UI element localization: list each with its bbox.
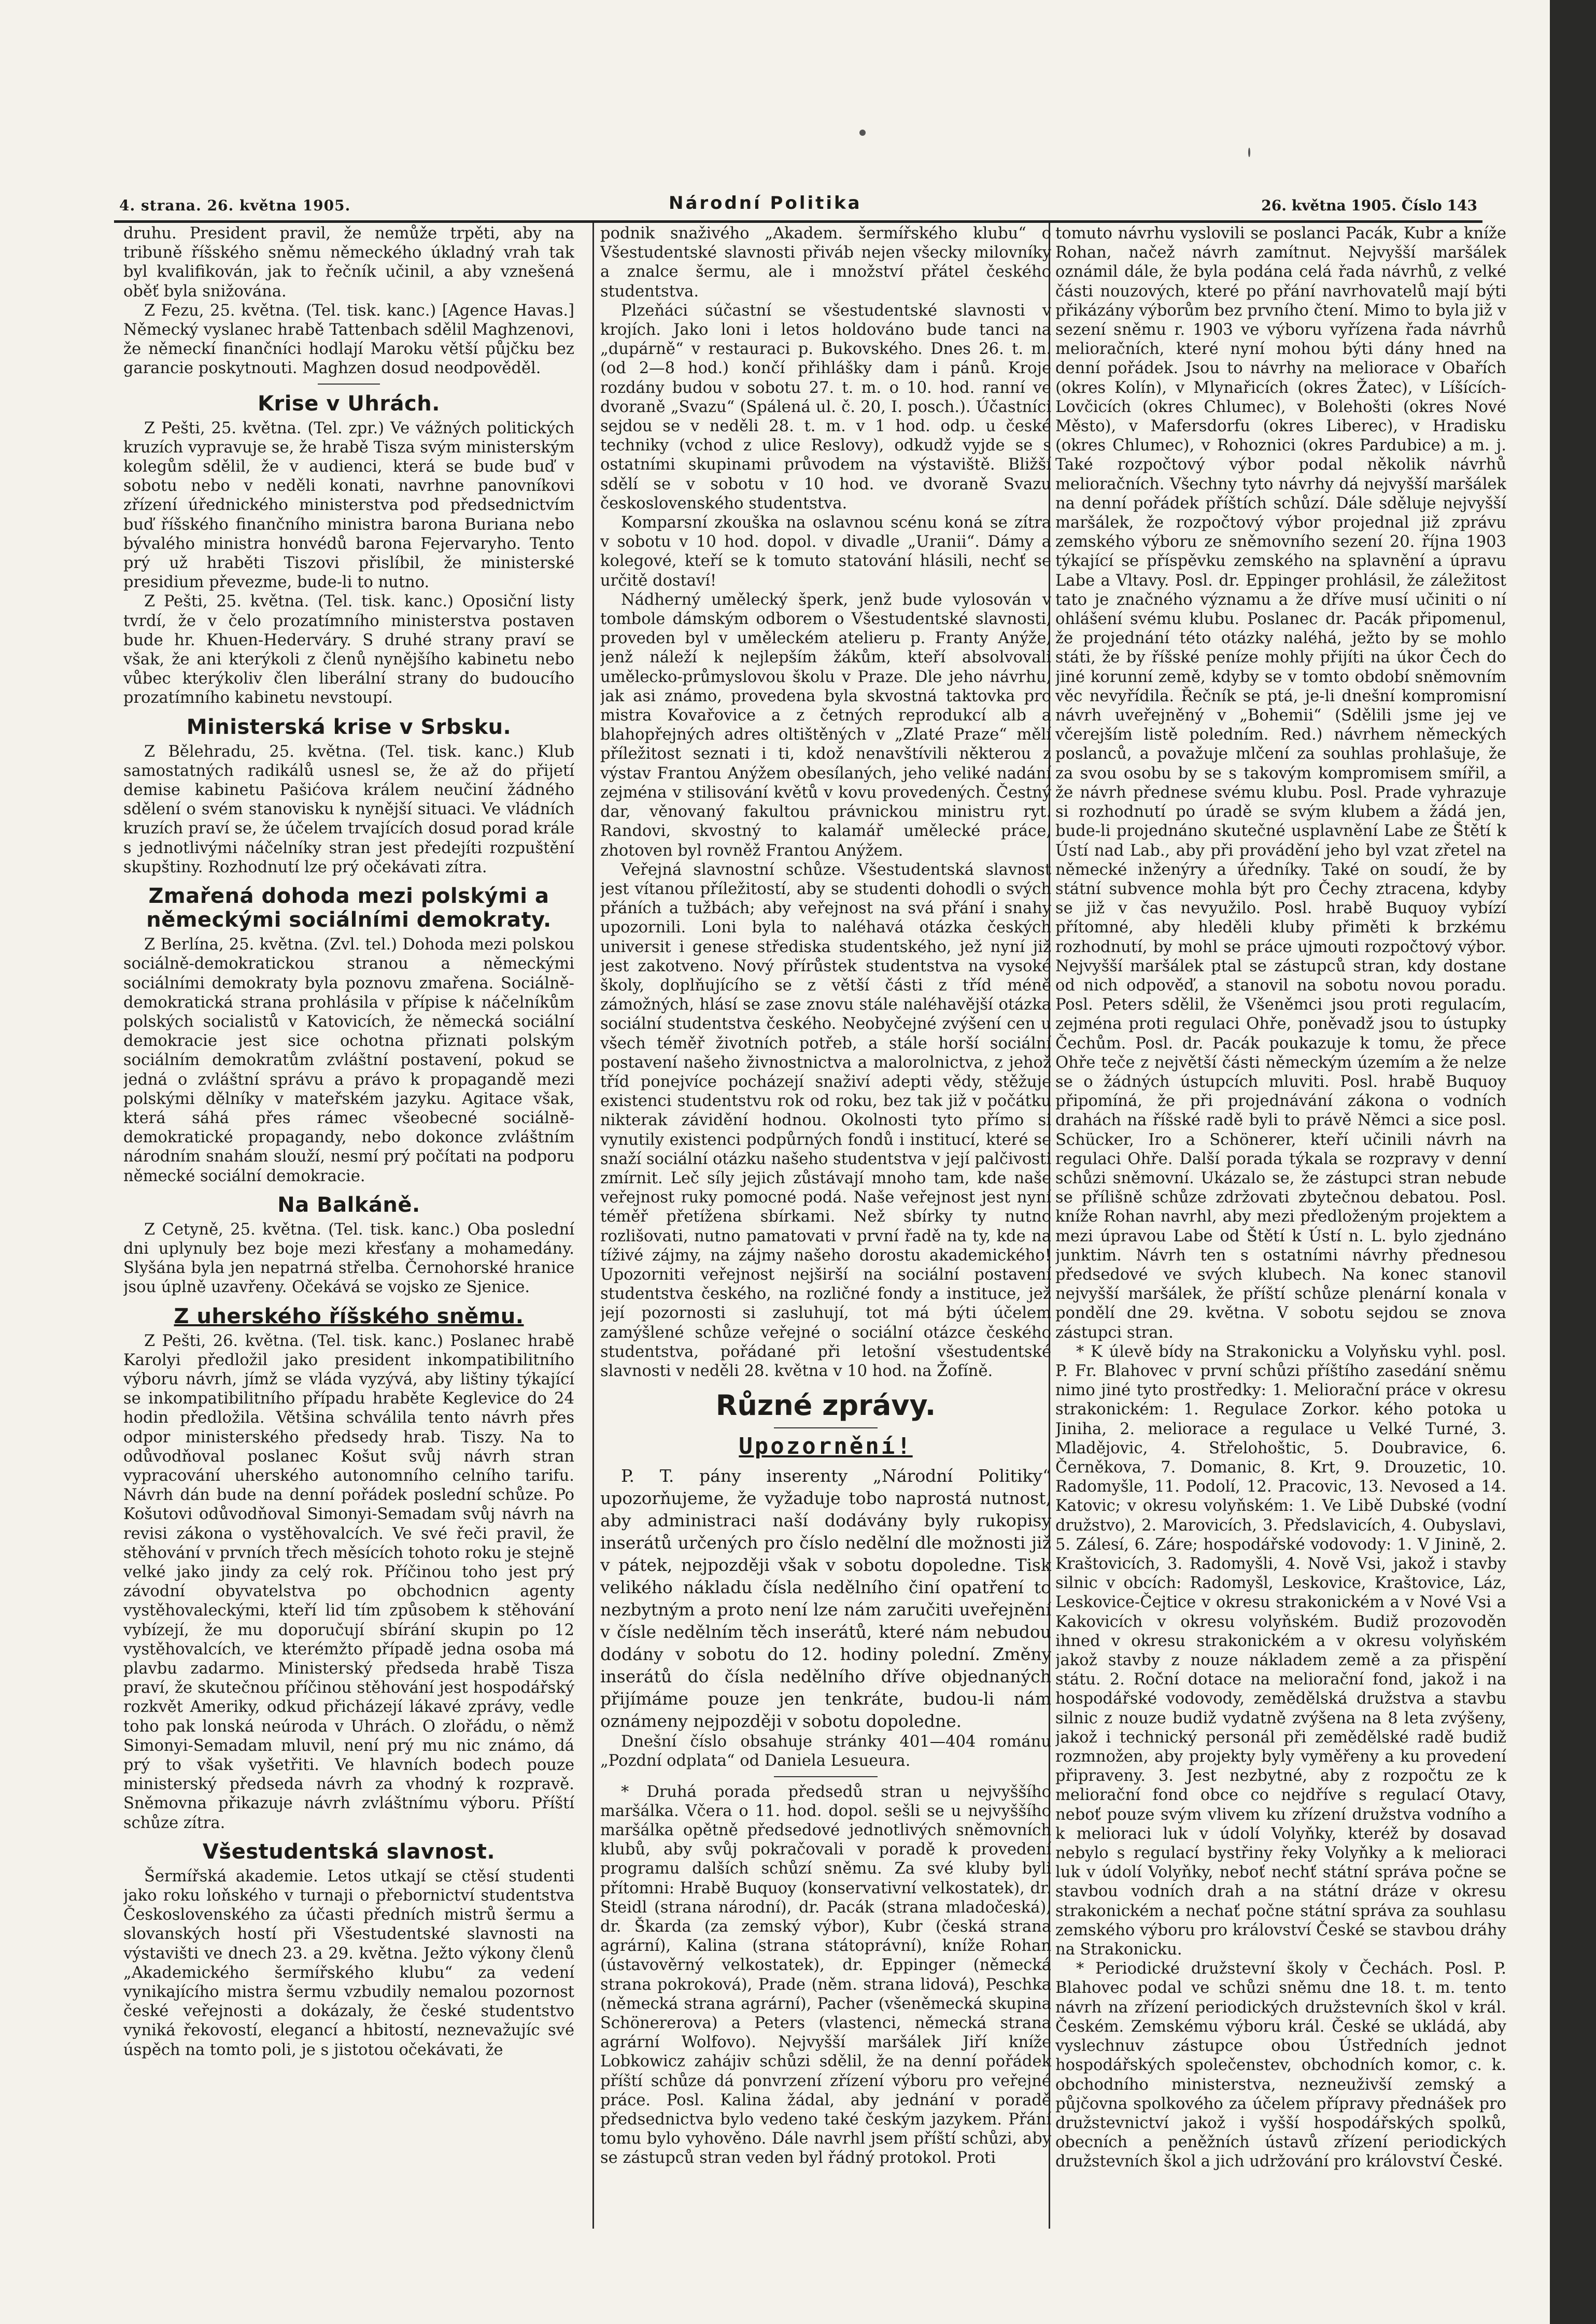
article-paragraph: * K úlevě bídy na Strakonicku a Volyňsku vyhl. posl. P. Fr. Blahovec v první schůzi příštího zasedání sněmu nimo jiné tyto prostředky: 1. Meliorační práce v okresu strakonickém: 1. Regulace Zorkor. kého potoka u Jiniha, 2. meliorace a regulace u Velké Turné, 3. Mladějovic, 4. Střelohoštic, 5. Doubravice, 6. Černěkova, 7. Domanic, 8. Krt, 9. Drouzetic, 10. Radomyšle, 11. Podolí, 12. Pracovic, 13. Nevosed a 14. Katovic; v okresu volyňském: 1. Ve Libě Dubské (vodní družstvo), 2. Marovicích, 3. Předslavicích, 4. Oubyslavi, 5. Zálesí, 6. Záre; hospodářské vodovody: 1. V Jinině, 2. Kraštovicích, 3. Radomyšli, 4. Nově Vsi, jakož i stavby silnic v obcích: Radomyšl, Leskovice, Kraštovice, Láz, Leskovice-Čejtice v okresu strakonickém a v Nové Vsi a Kakovicích v okresu volyňském. Budiž prozovoděn ihned v okresu strakonickém a v okresu volyňském jakož stavby z nouze nákladem země a za přispění státu. 2. Roční dotace na meliorační fond, jakož i na hospodářské vodovody, zemědělská družstva a stavbu silnic z nouze budiž vydatně zvýšena na 8 leta zvýšeny, jakož i technický personál při zemědělské radě budiž rozmnožen, aby projekty byly vyměřeny a ku provedení připraveny. 3. Jest nezbytné, aby z rozpočtu ze k meliorační fond obce co nejdříve s regulací Otavy, neboť pouze svým vlivem ku zřízení družstva vodního a k melioraci luk v údolí Volyňky, kteréž by dosavad nebylo s regulací bystřiny řeky Volyňky a k melioraci luk v údolí Volyňky, neboť nechť státní správa počne se stavbou vodních drah a na státní dráze v okresu strakonickém a nechať počne státní správa za souhlasu zemského výboru pro království České se stavbou dráhy na Strakonicku. bbox=[1055, 1342, 1506, 1959]
article-paragraph: Šermířská akademie. Letos utkají se ctěsí studenti jako roku loňského v turnaji o přebornictví studentstva Československého za účasti předních mistrů šermu a slovanských hostí při Všestudentské slavnosti na výstavišti ve dnech 23. a 29. května. Ježto výkony členů „Akademického šermířského klubu“ za vedení vynikajícího mistra šermu vzbudily nemalou pozornost české veřejnosti a dokázaly, že české studentstvo vyniká řekovostí, elegancí a hbitostí, neznevažujíc své úspěch na tomto poli, je s jistotou očekávati, že bbox=[123, 1867, 574, 2059]
article-heading: Na Balkáně. bbox=[277, 1193, 420, 1217]
page-header bbox=[119, 193, 1477, 219]
divider bbox=[318, 384, 380, 385]
article-paragraph: Z Cetyně, 25. května. (Tel. tisk. kanc.) Oba poslední dni uplynuly bez boje mezi křesťany a mohamedány. Slyšána byla jen nepatrná střelba. Černohorské hranice jsou úplně uzavřeny. Očekává se vojsko ze Sjenice. bbox=[123, 1220, 574, 1297]
article-paragraph: Z Pešti, 25. května. (Tel. zpr.) Ve vážných politických kruzích vypravuje se, že hrabě Tisza svým ministerským kolegům sdělil, že v audienci, která se bude buď v sobotu nebo v neděli konati, navrhne panovníkovi zřízení úřednického ministerstva pod předsednictvím buď říšského finančního ministra barona Buriana nebo bývalého ministra honvédů barona Fejervaryho. Tento prý už hraběti Tiszovi přislíbil, že ministerské presidium převezme, bude-li to nutno. bbox=[123, 419, 574, 592]
article-heading: Z uherského říšského sněmu. bbox=[174, 1304, 524, 1328]
article-paragraph: Plzeňáci súčastní se všestudentské slavnosti v krojích. Jako loni i letos holdováno bude tanci na „dupárně“ v restauraci p. Bukovského. Dnes 26. t. m. (od 2—8 hod.) končí přihlášky dam i pánů. Kroje rozdány budou v sobotu 27. t. m. o 10. hod. ranní ve dvoraně „Svazu“ (Spálená ul. č. 20, I. posch.). Účastníci sejdou se v neděli 28. t. m. v 1 hod. odp. u české techniky (vchod z ulice Reslovy), odkudž vyjde se s ostatními skupinami průvodem na výstaviště. Bližší sdělí se v sobotu v 10 hod. ve dvoraně Svazu československého studentstva. bbox=[600, 301, 1051, 513]
article-paragraph: Z Fezu, 25. května. (Tel. tisk. kanc.) [Agence Havas.] Německý vyslanec hrabě Tattenbach sdělil Maghzenovi, že německí finančníci hodlají Maroku větší půjčku bez garancie poskytnouti. Maghzen dosud neodpověděl. bbox=[123, 301, 574, 378]
article-paragraph: Z Berlína, 25. května. (Zvl. tel.) Dohoda mezi polskou sociálně-demokratickou stranou a německými sociálními demokraty byla poznovu zmařena. Sociálně-demokratická strana prohlásila v přípise k náčelníkům polských socialistů v Katovicích, že německá sociální demokracie jest sice ochotna přiznati polským sociálním demokratům zvláštní postavení, pokud se jedná o zvláštní správu a právo k propagandě mezi polskými dělníky v mateřském jazyku. Agitace však, která sáhá přes rámec všeobecné sociálně-demokratické propagandy, nebo dokonce zvláštním národním snahám slouží, nesmí prý počítati na podporu německé sociální demokracie. bbox=[123, 936, 574, 1185]
section-heading: Různé zprávy. bbox=[715, 1389, 936, 1422]
article-heading: Zmařená dohoda mezi polskými a německými sociálními demokraty. bbox=[146, 884, 552, 932]
article-paragraph: * Druhá porada předsedů stran u nejvyššího maršálka. Včera o 11. hod. dopol. sešli se u nejvyššího maršálka opětně předsedové jednotlivých sněmovních klubů, aby svůj pokračovali v poradě k provedení programu dalších schůzí sněmu. Za své kluby byli přítomni: Hrabě Buquoy (konservativní velkostatek), dr. Steidl (strana národní), dr. Pacák (strana mladočeská), dr. Škarda (za zemský výbor), Kubr (česká strana agrární), Kalina (strana státoprávní), kníže Rohan (ústavověrný velkostatek), dr. Eppinger (německá strana pokroková), Prade (něm. strana lidová), Peschka (německá strana agrární), Pacher (všeněmecká skupina Schönererova) a Peters (vlastenci, německá strana agrární Wolfovo). Nejvyšší maršálek Jiří kníže Lobkowicz zahájiv schůzi sdělil, že na denní pořádek příští schůze dá ponvrzení zřízení výboru pro veřejné práce. Posl. Kalina žádal, aby jednání v poradě předsednictva bylo vedeno také českým jazykem. Přání tomu bylo vyhověno. Dále navrhl jsem příští schůzi, aby se zástupců stran veden byl řádný protokol. Proti bbox=[600, 1782, 1051, 2167]
notice-paragraph: P. T. pány inserenty „Národní Politiky“ upozorňujeme, že vyžaduje tobo naprostá nutnost, aby administraci naší dodávány byly rukopisy inserátů určených pro číslo nedělní dle možnosti již v pátek, nejpozději však v sobotu dopoledne. Tisk velikého nákladu čísla nedělního činí opatření to nezbytným a proto není lze nám zaručiti uveřejnění v čísle nedělním těch inserátů, které nám nebudou dodány v sobotu do 12. hodiny polední. Změny inserátů do čísla nedělního dříve objednaných přijímáme pouze jen tenkráte, budou-li nám oznámeny nejpozději v sobotu dopoledne. bbox=[600, 1466, 1051, 1732]
article-paragraph: tomuto návrhu vyslovili se poslanci Pacák, Kubr a kníže Rohan, načež návrh zamítnut. Nejvyšší maršálek oznámil dále, že byla podána celá řada návrhů, z velké části nouzových, které po přání navrhovatelů mají býti přikázány výborům bez prvního čtení. Mimo to byla již v sezení sněmu r. 1903 ve výboru vyřízena řada návrhů melioračních, které nyní mohou býti dány hned na denní pořádek. Jsou to návrhy na meliorace v Obařích (okres Kolín), v Mlynařicích (okres Žatec), v Líšících-Lovčicích (okres Chlumec), v Bolehošti (okres Nové Město), v Mafersdorfu (okres Liberec), v Hradisku (okres Chlumec), v Rohoznici (okres Pardubice) a m. j. Také rozpočtový výbor podal několik návrhů melioračních. Všechny tyto návrhy dá nejvyšší maršálek na denní pořádek příštích schůzí. Dále sděluje nejvyšší maršálek, že rozpočtový výbor projednal již zprávu zemského výboru ze sněmovního sezení 20. října 1903 týkající se příspěvku zemského na splavnění a úpravu Labe a Vltavy. Posl. dr. Eppinger prohlásil, že záležitost tato je značného významu a že dříve musí učiniti o ní ohlášení svému klubu. Poslanec dr. Pacák připomenul, že projednání této otázky naléhá, ježto by se mohlo státi, že by říšské peníze mohly přijíti na úkor Čech do jiné korunní země, kdyby se v tomto období sněmovním věc nevyřídila. Řečník se ptá, je-li dnešní kompromisní návrh uveřejněný v „Bohemii“ (Sdělili jsme jej ve včerejším listě poledním. Red.) návrhem německých poslanců, a považuje mlčení za souhlas prohlašuje, že za svou osobu by se s takovým kompromisem smířil, a že návrh přednese svému klubu. Posl. Prade vyhrazuje si rozhodnutí po úradě se svým klubem a žádá jen, bude-li projednáno skutečné usplavnění Labe ze Štětí k Ústí nad Lab., aby při provádění jeho byl vzat zřetel na německé inženýry a úředníky. Také on soudí, že by státní subvence mohla být pro Čechy ztracena, kdyby se již v čas nevyužilo. Posl. hrabě Buquoy vybízí přítomné, aby hleděli kluby přiměti k brzkému rozhodnutí, by mohl se práce ujmouti rozpočtový výbor. Nejvyšší maršálek ptal se zástupců stran, kdy dostane od nich odpověď, a stanovil na sobotu novou poradu. Posl. Peters sdělil, že Všeněmci jsou proti regulacím, zejména proti regulaci Ohře, poněvadž jsou to ústupky Čechům. Posl. dr. Pacák poukazuje k tomu, že přece Ohře teče z největší části německým územím a že nelze se o žádných ústupcích mluviti. Posl. hrabě Buquoy připomíná, že při projednávání zákona o vodních drahách na říšské radě byli to právě Němci a sice posl. Schücker, Iro a Schönerer, kteří učinili návrh na regulaci Ohře. Další porada týkala se rozpravy v denní schůzi sněmovní. Ukázalo se, že zástupci stran nebude se přílišně schůze zdržovati zbytečnou debatou. Posl. kníže Rohan navrhl, aby mezi předloženým projektem a mezi úpravou Labe od Štětí k Ústí n. L. bylo zjednáno junktim. Návrh ten s ostatními návrhy přednesou předsedové ve svých klubech. Na konec stanovil nejvyšší maršálek, že příští schůze plenární konala v pondělí dne 29. května. V sobotu sejdou se znova zástupci stran. bbox=[1055, 224, 1506, 1342]
article-paragraph: Komparsní zkouška na oslavnou scénu koná se zítra v sobotu v 10 hod. dopol. v divadle „Uranii“. Dámy a kolegové, kteří se k tomuto statování hlásili, nechť se určitě dostaví! bbox=[600, 514, 1051, 590]
masthead-title: Národní Politika bbox=[669, 193, 862, 214]
column-1 bbox=[123, 224, 574, 2235]
column-2 bbox=[600, 224, 1051, 2235]
notice-heading: Upozornění! bbox=[739, 1433, 913, 1460]
article-paragraph: Z Pešti, 26. května. (Tel. tisk. kanc.) Poslanec hrabě Karolyi předložil jako president inkompatibilitního výboru návrh, jímž se vláda vyzývá, aby lištiny týkající se inkompatibilitního případu hraběte Keglevice do 24 hodin předložila. Většina schválila tento návrh přes odpor ministerského předsedy hrab. Tiszy. Na to odůvodňoval poslanec Košut svůj návrh stran vypracování uherského autonomního celního tarifu. Návrh dán bude na denní pořádek poslední schůze. Po Košutovi odůvodňoval Simonyi-Semadam svůj návrh na revisi zákona o vystěhovalcích. Ve své řeči pravil, že stěhování v prvních třech měsících tohoto roku je stejně velké jako jindy za celý rok. Příčinou toho jest prý závodní obyvatelstva po obchodnicn agenty vystěhovaleckými, kteří lid tím způsobem k stěhování vybízejí, že mu doporučují sbírání skupin po 12 vystěhovalcích, ve kterémžto případě jedna osoba má plavbu zadarmo. Ministerský předseda hrabě Tisza praví, že skutečnou příčinou stěhování jest hospodářský rozkvět Ameriky, odkud přicházejí lákavé zprávy, vedle toho pak lonská neúroda v Uhrách. O zlořádu, o němž Simonyi-Semadam mluvil, není prý mu nic známo, dá prý to však vyšetřiti. Ve hlavních bodech pouze ministerský předseda návrh za vhodný k rozpravě. Sněmovna přikazuje návrh zvláštnímu výboru. Příští schůze zítra. bbox=[123, 1331, 574, 1832]
article-paragraph: druhu. President pravil, že nemůže trpěti, aby na tribuně říšského sněmu německého úkladný vrah tak byl kvalifikován, jak to řečník učinil, a aby vznešená oběť byla snižována. bbox=[123, 224, 574, 301]
scan-speck bbox=[859, 130, 866, 136]
article-heading: Ministerská krise v Srbsku. bbox=[186, 715, 512, 739]
divider bbox=[774, 1427, 878, 1428]
article-paragraph: Nádherný umělecký šperk, jenž bude vylosován v tombole dámským odborem o Všestudentské slavnosti, proveden byl v uměleckém atelieru p. Franty Anýže, jenž náleží k nejlepším žákům, kteří absolvovali umělecko-průmyslovou školu v Praze. Dle jeho návrhu, jak asi známo, provedena byla skvostná taktovka pro mistra Kovařovice a z četných reprodukcí alb a blahopřejných adres oltištěných v „Zlaté Praze“ mělí příležitost seznati i ti, kdož nenavštívili některou z výstav Frantou Anýžem obesílaných, jeho veliké nadání zejména v stilisování květů v kovu provedených. Čestný dar, věnovaný fakultou právnickou ministru ryt. Randovi, skvostný to kalamář umělecké práce, zhotoven byl rovněž Frantou Anýžem. bbox=[600, 590, 1051, 860]
article-paragraph: Dnešní číslo obsahuje stránky 401—404 románu „Pozdní odplata“ od Daniela Lesueura. bbox=[600, 1733, 1051, 1770]
article-heading: Všestudentská slavnost. bbox=[202, 1839, 496, 1864]
article-paragraph: Z Pešti, 25. května. (Tel. tisk. kanc.) Oposiční listy tvrdí, že v čelo prozatímního ministerstva postaven bude hr. Khuen-Hederváry. S druhé strany praví se však, že ani kterýkoli z členů nynějšího kabinetu nebo vůbec kterýkoliv člen liberální strany do budoucího prozatímního kabinetu nevstoupí. bbox=[123, 592, 574, 707]
scan-speck bbox=[1248, 148, 1250, 157]
divider bbox=[774, 1776, 878, 1777]
header-left: 4. strana. 26. května 1905. bbox=[119, 197, 351, 214]
article-heading: Krise v Uhrách. bbox=[258, 391, 440, 416]
scan-border bbox=[1550, 0, 1596, 2324]
header-right: 26. května 1905. Číslo 143 bbox=[1261, 197, 1477, 214]
article-paragraph: podnik snaživého „Akadem. šermířského klubu“ o Všestudentské slavnosti přiváb nejen všecky milovníky a znalce šermu, ale i množství přátel českého studentstva. bbox=[600, 224, 1051, 301]
header-rule bbox=[114, 220, 1482, 223]
article-paragraph: Z Bělehradu, 25. května. (Tel. tisk. kanc.) Klub samostatných radikálů usnesl se, že až do přijetí demise kabinetu Pašićova králem neučiní žádného sdělení o svém stanovisku k nynější situaci. Ve vládních kruzích praví se, že účelem trvajících dosud porad krále s jednotlivými náčelníky stran jest předejíti rozpuštění skupštiny. Rozhodnutí lze prý očekávati zítra. bbox=[123, 742, 574, 876]
column-rule bbox=[592, 223, 594, 2229]
column-3 bbox=[1055, 224, 1506, 2235]
article-paragraph: * Periodické družstevní školy v Čechách. Posl. P. Blahovec podal ve schůzi sněmu dne 18. t. m. tento návrh na zřízení periodických družstevních škol v král. Českém. Zemskému výboru král. České se ukládá, aby vyslechnuv zástupce obou Ústředních jednot hospodářských společenstev, obchodních komor, c. k. obchodního ministerstva, nezneuživší zemský a půjčovna spolkového za účelem přípravy přednášek pro družstevnictví jakož i vyšší hospodářských spolků, obecních a peněžních ústavů zřízení periodických družstevních škol a jich udržování pro království České. bbox=[1055, 1960, 1506, 2171]
article-paragraph: Veřejná slavnostní schůze. Všestudentská slavnost jest vítanou příležitostí, aby se studenti dohodli o svých přáních a tužbách; aby veřejnost na svá přání i snahy upozornili. Loni byla to naléhavá otázka českých universit i genese střediska studentského, jež nyní již jest zakotveno. Nový přírůstek studentstva na vysoké školy, doplňujícího se z větší části z tříd méně zámožných, hlásí se zase znovu stále naléhavější otázka sociální studentstva českého. Neobyčejné zvýšení cen u všech téměř životních potřeb, a stále horší sociální postavení našeho živnostnictva a malorolnictva, z jehož tříd ponejvíce pocházejí snaživí adepti vědy, stěžuje existenci studentstvu rok od roku, bez tak již v počátku nikterak závidění hodnou. Okolnosti tyto přímo si vynutily existenci podpůrných fondů i institucí, které se snaží sociální otázku našeho studentstva v její palčivosti zmírnit. Leč síly jejich zůstávají mnoho tam, kde naše veřejnost ruky pomocné podá. Naše veřejnost jest nyní téměř přetížena sbírkami. Než sbírky ty nutno rozlišovati, nutno pamatovati v první řadě na ty, kde na tíživé zájmy, na zájmy našeho dorostu akademického! Upozorniti veřejnost nejširší na sociální postavení studentstva českého, na rozličné fondy a instituce, jež její pozornosti si zasluhují, tot má býti účelem zamýšlené schůze veřejné o sociální otázce českého studentstva, pořádané při letošní všestudentské slavnosti v neděli 28. května v 10 hod. na Žofíně. bbox=[600, 860, 1051, 1380]
